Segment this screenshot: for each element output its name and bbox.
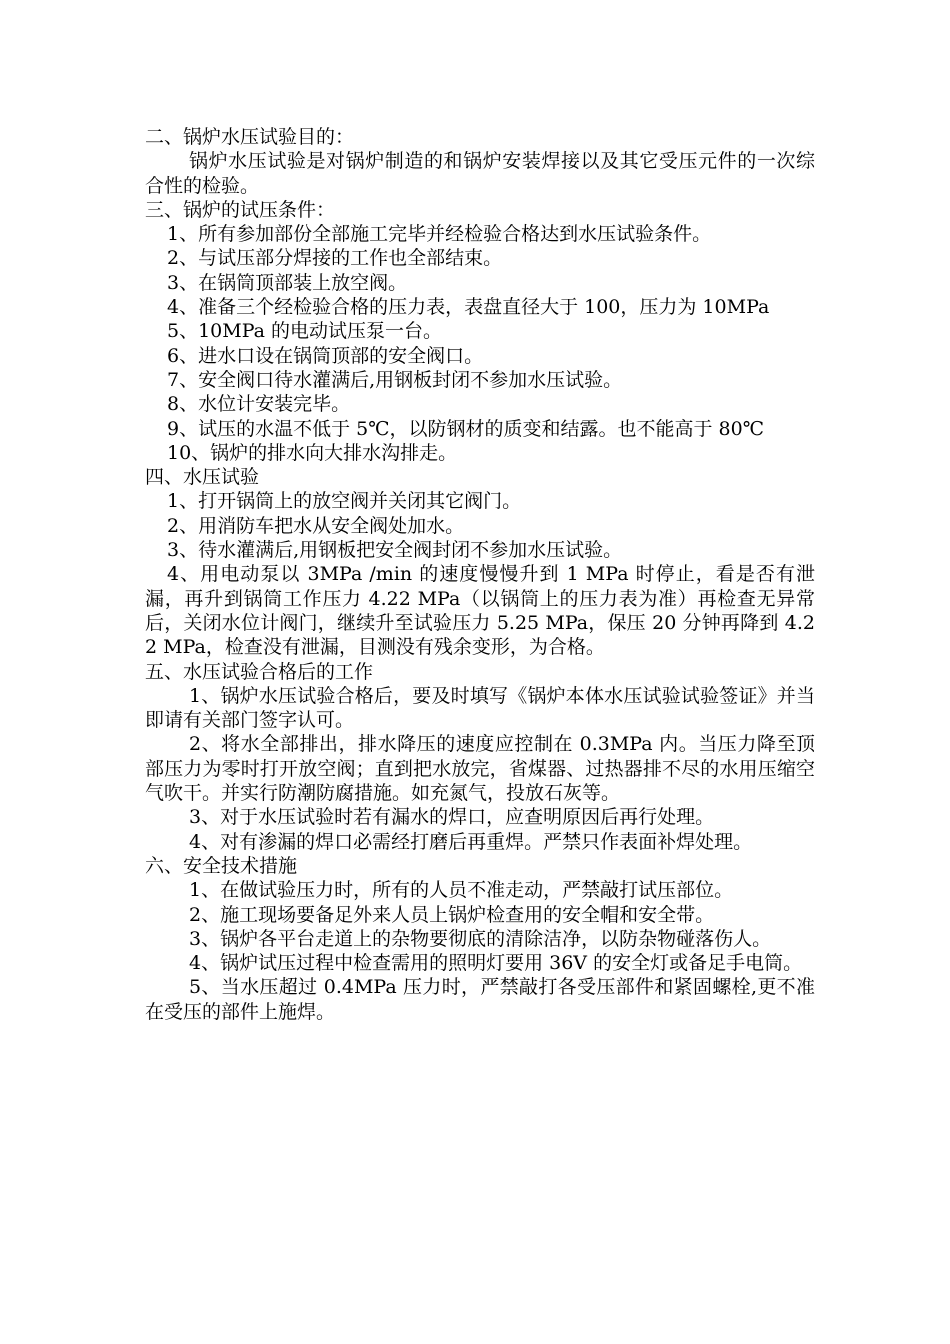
list-item: 3、锅炉各平台走道上的杂物要彻底的清除洁净，以防杂物碰落伤人。 <box>189 927 772 950</box>
list-item: 2、用消防车把水从安全阀处加水。 <box>167 514 465 537</box>
list-item: 5、10MPa 的电动试压泵一台。 <box>167 320 443 343</box>
list-item: 3、在锅筒顶部装上放空阀。 <box>167 271 408 294</box>
list-item: 3、对于水压试验时若有漏水的焊口，应查明原因后再行处理。 <box>189 806 715 829</box>
section-heading: 六、安全技术措施 <box>145 854 298 877</box>
list-item: 4、锅炉试压过程中检查需用的照明灯要用 36V 的安全灯或备足手电筒。 <box>189 952 803 975</box>
list-item: 10、锅炉的排水向大排水沟排走。 <box>167 441 458 464</box>
list-item: 6、进水口设在锅筒顶部的安全阀口。 <box>167 344 484 367</box>
section-heading: 五、水压试验合格后的工作 <box>145 660 374 683</box>
document-body <box>145 125 815 1024</box>
list-item: 1、打开锅筒上的放空阀并关闭其它阀门。 <box>167 490 522 513</box>
list-item: 1、所有参加部份全部施工完毕并经检验合格达到水压试验条件。 <box>167 223 712 246</box>
list-item: 2、将水全部排出，排水降压的速度应控制在 0.3MPa 内。当压力降至顶部压力为零时打开放空阀；直到把水放完，省煤器、过热器排不尽的水用压缩空气吹干。并实行防潮防腐措施。如充氮气，投放石灰等。 <box>145 733 815 805</box>
paragraph: 锅炉水压试验是对锅炉制造的和锅炉安装焊接以及其它受压元件的一次综合性的检验。 <box>145 150 815 197</box>
list-item: 2、与试压部分焊接的工作也全部结束。 <box>167 247 503 270</box>
section-heading: 三、锅炉的试压条件： <box>145 198 336 221</box>
list-item: 4、准备三个经检验合格的压力表，表盘直径大于 100，压力为 10MPa <box>167 296 770 319</box>
section-heading: 四、水压试验 <box>145 466 260 489</box>
list-item: 5、当水压超过 0.4MPa 压力时，严禁敲打各受压部件和紧固螺栓,更不准在受压的部件上施焊。 <box>145 976 815 1023</box>
list-item: 7、安全阀口待水灌满后,用钢板封闭不参加水压试验。 <box>167 368 623 391</box>
list-item: 2、施工现场要备足外来人员上锅炉检查用的安全帽和安全带。 <box>189 903 715 926</box>
list-item: 8、水位计安装完毕。 <box>167 393 351 416</box>
section-heading: 二、锅炉水压试验目的： <box>145 126 355 148</box>
list-item: 4、用电动泵以 3MPa /min 的速度慢慢升到 1 MPa 时停止，看是否有泄漏，再升到锅筒工作压力 4.22 MPa（以锅筒上的压力表为准）再检查无异常后，关闭水位计阀门，继续升至试验压力 5.25 MPa，保压 20 分钟再降到 4.22 MPa，检查没有泄漏，目测没有残余变形，为合格。 <box>145 563 815 659</box>
list-item: 4、对有渗漏的焊口必需经打磨后再重焊。严禁只作表面补焊处理。 <box>189 830 753 853</box>
list-item: 9、试压的水温不低于 5℃，以防钢材的质变和结露。也不能高于 80℃ <box>167 417 764 440</box>
list-item: 1、锅炉水压试验合格后，要及时填写《锅炉本体水压试验试验签证》并当即请有关部门签字认可。 <box>145 684 815 732</box>
list-item: 1、在做试验压力时，所有的人员不准走动，严禁敲打试压部位。 <box>189 879 734 902</box>
list-item: 3、待水灌满后,用钢板把安全阀封闭不参加水压试验。 <box>167 539 623 562</box>
